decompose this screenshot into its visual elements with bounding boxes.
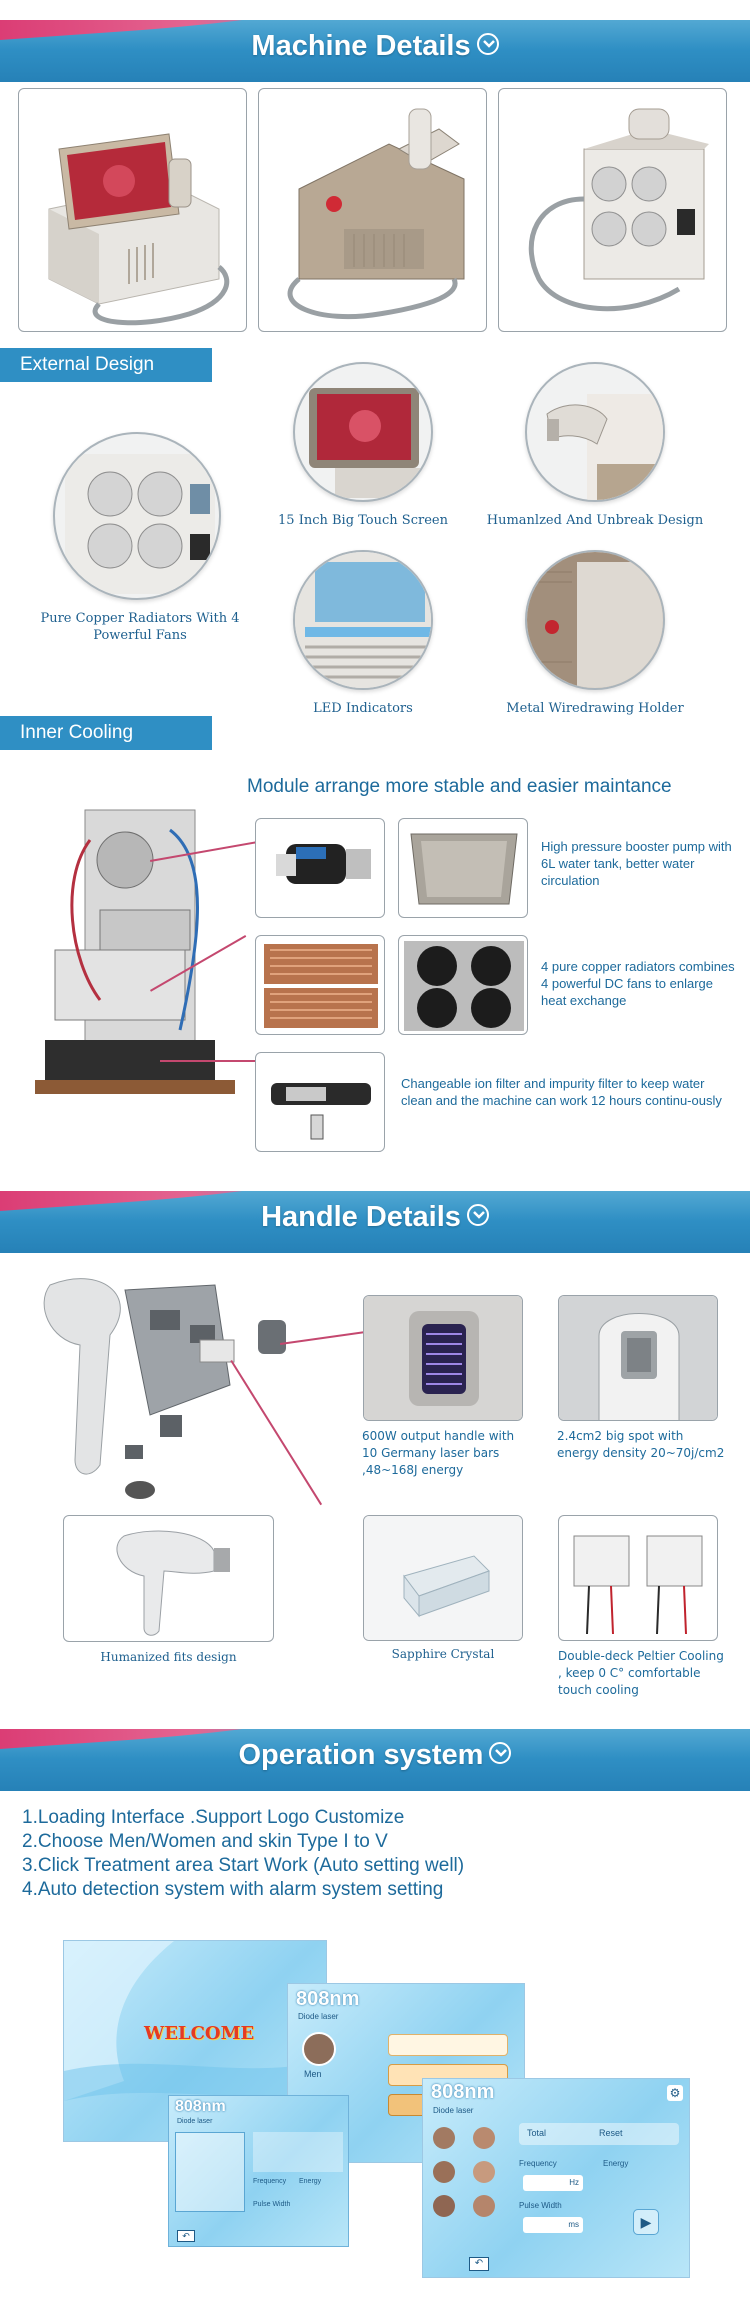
diode-label: Diode laser (433, 2106, 474, 2115)
pulse-width-label: Pulse Width (519, 2201, 562, 2210)
operation-step: 4.Auto detection system with alarm system setting (22, 1879, 444, 1900)
inner-cooling-subtitle: Module arrange more stable and easier maintance (247, 776, 672, 797)
machine-photo-side (258, 88, 487, 332)
chevron-down-icon (477, 33, 499, 55)
touch-screen-image (293, 362, 433, 502)
reset-label[interactable]: Reset (599, 2128, 623, 2138)
machine-details-banner (0, 10, 750, 82)
booster-pump-image (255, 818, 385, 918)
inner-cooling-label: Inner Cooling (20, 722, 134, 743)
operation-step: 2.Choose Men/Women and skin Type I to V (22, 1831, 388, 1852)
touch-screen-caption: 15 Inch Big Touch Screen (278, 513, 448, 528)
external-design-label: External Design (20, 354, 155, 375)
welcome-text: WELCOME (144, 2023, 255, 2044)
sapphire-crystal-caption: Sapphire Crystal (391, 1647, 495, 1661)
play-icon[interactable]: ▶ (633, 2209, 659, 2235)
energy-label: Energy (603, 2159, 629, 2168)
treatment-screen (422, 2078, 690, 2278)
big-spot-image (558, 1295, 718, 1421)
parameter-panel (175, 2132, 245, 2212)
copper-radiators-desc: 4 pure copper radiators combines 4 powerful DC fans to enlarge heat exchange (541, 959, 735, 1008)
wavelength-label: 808nm (296, 1988, 360, 2010)
frequency-label: Frequency (519, 2159, 557, 2168)
skin-type-option[interactable] (388, 2034, 508, 2056)
ion-filter-image (255, 1052, 385, 1152)
pulse-width-input[interactable]: ms (523, 2217, 583, 2233)
chevron-down-icon (467, 1204, 489, 1226)
operation-step: 1.Loading Interface .Support Logo Customize (22, 1807, 405, 1828)
handle-exploded-image (30, 1265, 300, 1505)
operation-system-banner (0, 1719, 750, 1791)
metal-holder-caption: Metal Wiredrawing Holder (506, 701, 684, 716)
operation-system-title: Operation system (238, 1739, 484, 1771)
peltier-cooling-desc: Double-deck Peltier Cooling , keep 0 C° comfortable touch cooling (558, 1649, 724, 1697)
ion-filter-desc: Changeable ion filter and impurity filter to keep water clean and the machine can work 12 hours continu-ously (401, 1076, 722, 1108)
machine-photo-back (498, 88, 727, 332)
humanized-handle-image (63, 1515, 274, 1642)
peltier-cooling-image (558, 1515, 718, 1641)
wavelength-label: 808nm (175, 2098, 226, 2115)
frequency-input[interactable]: Hz (523, 2175, 583, 2191)
operation-steps (22, 1806, 464, 1902)
booster-pump-desc: High pressure booster pump with 6L water tank, better water circulation (541, 839, 732, 888)
treatment-area-panel (253, 2132, 343, 2172)
led-indicators-caption: LED Indicators (313, 701, 413, 716)
machine-photo-front (18, 88, 247, 332)
radiator-fans-image (53, 432, 221, 600)
copper-radiators-image (255, 935, 385, 1035)
laser-bars-image (363, 1295, 523, 1421)
handle-details-banner (0, 1181, 750, 1253)
chevron-down-icon (489, 1742, 511, 1764)
machine-details-title: Machine Details (251, 30, 471, 62)
diode-label: Diode laser (177, 2118, 213, 2125)
laser-bars-desc: 600W output handle with 10 Germany laser bars ,48~168J energy (362, 1429, 515, 1477)
body-area-button[interactable] (433, 2161, 455, 2183)
men-avatar[interactable] (302, 2032, 336, 2066)
total-label: Total (527, 2128, 547, 2138)
men-label: Men (304, 2069, 322, 2079)
body-area-button[interactable] (473, 2195, 495, 2217)
body-area-button[interactable] (433, 2195, 455, 2217)
inner-cooling-tag (0, 716, 212, 750)
water-tank-image (398, 818, 528, 918)
radiator-fans-caption: Pure Copper Radiators With 4 Powerful Fans (40, 611, 240, 643)
setting-screen-small (168, 2095, 349, 2247)
humanized-fits-caption: Humanized fits design (100, 1650, 237, 1664)
handle-details-title: Handle Details (261, 1201, 461, 1233)
body-area-grid (433, 2127, 503, 2247)
external-design-tag (0, 348, 212, 382)
counter-panel (519, 2123, 679, 2145)
operation-step: 3.Click Treatment area Start Work (Auto setting well) (22, 1855, 465, 1876)
wavelength-label: 808nm (431, 2081, 495, 2103)
humanized-design-caption: Humanlzed And Unbreak Design (486, 513, 704, 528)
sapphire-crystal-image (363, 1515, 523, 1641)
body-area-button[interactable] (473, 2127, 495, 2149)
frequency-label: Frequency (253, 2178, 287, 2185)
pointer-line (160, 1060, 260, 1062)
dc-fans-image (398, 935, 528, 1035)
big-spot-desc: 2.4cm2 big spot with energy density 20~70j/cm2 (557, 1429, 725, 1460)
handle-design-image (525, 362, 665, 502)
back-icon[interactable]: ↶ (469, 2257, 489, 2271)
pulse-width-label: Pulse Width (253, 2201, 291, 2208)
body-area-button[interactable] (473, 2161, 495, 2183)
led-indicators-image (293, 550, 433, 690)
body-area-button[interactable] (433, 2127, 455, 2149)
diode-label: Diode laser (298, 2012, 339, 2021)
back-icon[interactable]: ↶ (177, 2230, 195, 2242)
energy-label: Energy (299, 2178, 322, 2185)
gear-icon[interactable]: ⚙ (667, 2085, 683, 2101)
metal-holder-image (525, 550, 665, 690)
